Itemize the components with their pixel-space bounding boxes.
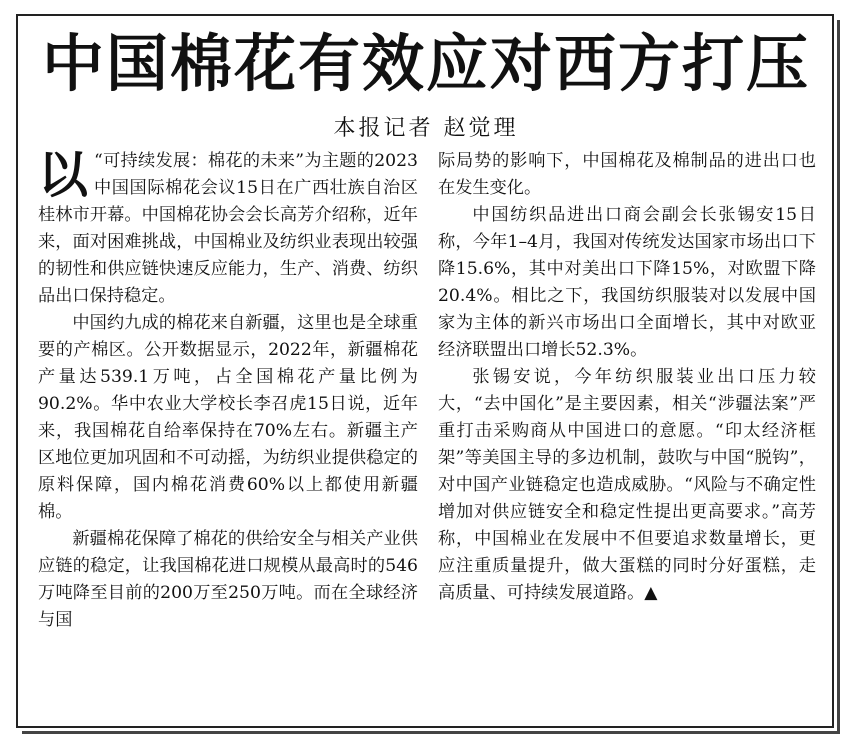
paragraph-supply-left: 新疆棉花保障了棉花的供给安全与相关产业供应链的稳定，让我国棉花进口规模从最高时的546万吨降至目前的200万至250万吨。而在全球经济与国 xyxy=(38,529,418,630)
paragraph-pressure xyxy=(438,364,816,607)
left-column xyxy=(38,148,418,634)
lead-text: “可持续发展：棉花的未来”为主题的2023中国国际棉花会议15日在广西壮族自治区桂林市开幕。中国棉花协会会长高芳介绍称，近年来，面对困难挑战，中国棉业及纺织业表现出较强的韧性和供应链快速反应能力，生产、消费、纺织品出口保持稳定。 xyxy=(38,151,418,306)
drop-cap: 以 xyxy=(38,146,88,204)
end-mark: ▲ xyxy=(644,583,658,603)
headline: 中国棉花有效应对西方打压 xyxy=(41,27,810,100)
paragraph-xinjiang: 中国约九成的棉花来自新疆，这里也是全球重要的产棉区。公开数据显示，2022年，新疆棉花产量达539.1万吨，占全国棉花产量比例为90.2%。华中农业大学校长李召虎15日说，近年来，我国棉花自给率保持在70%左右。新疆主产区地位更加巩固和不可动摇，为纺织业提供稳定的原料保障，国内棉花消费60%以上都使用新疆棉。 xyxy=(38,313,418,522)
pressure-text: 张锡安说，今年纺织服装业出口压力较大，“去中国化”是主要因素，相关“涉疆法案”严重打击采购商从中国进口的意愿。“印太经济框架”等美国主导的多边机制，鼓吹与中国“脱钩”，对中国产业链稳定也造成威胁。“风险与不确定性增加对供应链安全和稳定性提出更高要求。”高芳称，中国棉业在发展中不但要追求数量增长，更应注重质量提升，做大蛋糕的同时分好蛋糕，走高质量、可持续发展道路。 xyxy=(438,367,816,603)
paragraph-exports: 中国纺织品进出口商会副会长张锡安15日称，今年1–4月，我国对传统发达国家市场出口下降15.6%，其中对美出口下降15%，对欧盟下降20.4%。相比之下，我国纺织服装对以发展中国家为主体的新兴市场出口全面增长，其中对欧亚经济联盟出口增长52.3%。 xyxy=(438,205,816,360)
right-column xyxy=(438,148,816,607)
byline: 本报记者 赵觉理 xyxy=(333,116,519,141)
paragraph-supply-right: 际局势的影响下，中国棉花及棉制品的进出口也在发生变化。 xyxy=(438,151,816,198)
lead-paragraph xyxy=(38,148,418,310)
